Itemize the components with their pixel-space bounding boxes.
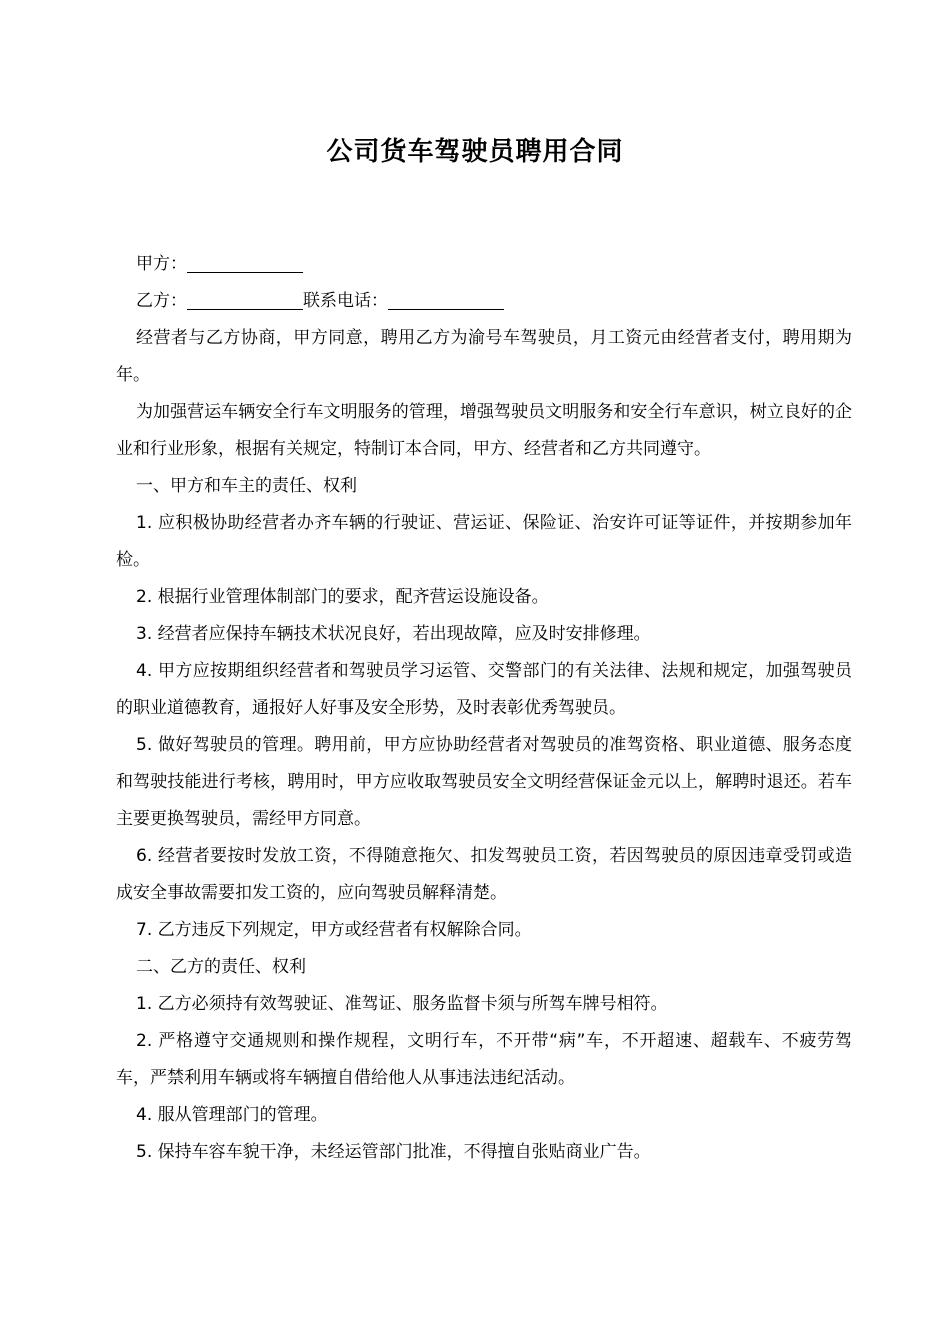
paragraph: 为加强营运车辆安全行车文明服务的管理，增强驾驶员文明服务和安全行车意识，树立良好的企业和行业形象，根据有关规定，特制订本合同，甲方、经营者和乙方共同遵守。 [116,402,852,459]
section-heading: 一、甲方和车主的责任、权利 [136,476,357,496]
clause: 6. 经营者要按时发放工资，不得随意拖欠、扣发驾驶员工资，若因驾驶员的原因违章受罚或造成安全事故需要扣发工资的，应向驾驶员解释清楚。 [116,846,852,903]
phone-label: 联系电话： [303,291,388,311]
document-title: 公司货车驾驶员聘用合同 [326,137,624,167]
party-b-line [116,283,852,320]
party-a-label: 甲方： [136,254,187,274]
clause: 4. 甲方应按期组织经营者和驾驶员学习运管、交警部门的有关法律、法规和规定，加强驾驶员的职业道德教育，通报好人好事及安全形势，及时表彰优秀驾驶员。 [116,661,852,718]
phone-blank [388,289,504,310]
section-heading: 二、乙方的责任、权利 [136,957,306,977]
clause: 2. 严格遵守交通规则和操作规程，文明行车，不开带“病”车，不开超速、超载车、不疲劳驾车，严禁利用车辆或将车辆擅自借给他人从事违法违纪活动。 [116,1031,852,1088]
party-a-blank [187,252,303,273]
clause: 7. 乙方违反下列规定，甲方或经营者有权解除合同。 [136,920,532,940]
party-b-blank [187,289,303,310]
paragraph: 经营者与乙方协商，甲方同意，聘用乙方为渝号车驾驶员，月工资元由经营者支付，聘用期为年。 [116,328,852,385]
party-a-line [116,246,852,283]
clause: 5. 做好驾驶员的管理。聘用前，甲方应协助经营者对驾驶员的准驾资格、职业道德、服务态度和驾驶技能进行考核，聘用时，甲方应收取驾驶员安全文明经营保证金元以上，解聘时退还。若车主要更换驾驶员，需经甲方同意。 [116,735,852,829]
document-body [116,246,852,1171]
party-b-label: 乙方： [136,291,187,311]
clause: 3. 经营者应保持车辆技术状况良好，若出现故障，应及时安排修理。 [136,624,651,644]
clause: 5. 保持车容车貌干净，未经运管部门批准，不得擅自张贴商业广告。 [136,1142,651,1162]
clause: 2. 根据行业管理体制部门的要求，配齐营运设施设备。 [136,587,549,607]
clause: 4. 服从管理部门的管理。 [136,1105,328,1125]
clause: 1. 乙方必须持有效驾驶证、准驾证、服务监督卡须与所驾车牌号相符。 [136,994,668,1014]
clause: 1. 应积极协助经营者办齐车辆的行驶证、营运证、保险证、治安许可证等证件，并按期参加年检。 [116,513,852,570]
